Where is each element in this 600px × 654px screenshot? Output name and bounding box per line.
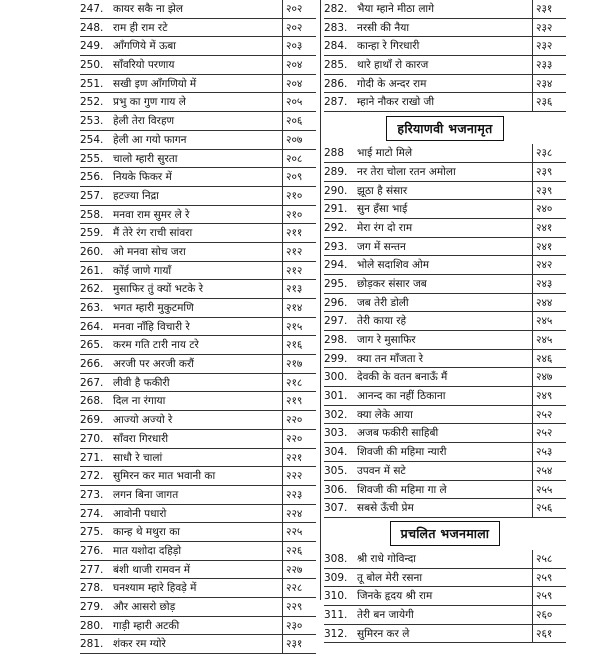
entry-title: क्या लेके आया xyxy=(357,408,413,421)
entry-number: 269. xyxy=(80,414,104,427)
entry-number: 292. xyxy=(324,221,348,234)
entry-number: 303. xyxy=(324,427,348,440)
section-header-prachalit xyxy=(324,518,566,550)
entry-title: चालो म्हारी सुरता xyxy=(113,152,178,165)
entry-title: हेली आ गयो फागन xyxy=(113,133,187,146)
entry-number: 273. xyxy=(80,488,104,501)
index-entry xyxy=(324,182,566,201)
entry-title: सुमिरन कर मात भवानी का xyxy=(113,470,216,483)
right-entries-top xyxy=(324,0,566,112)
entry-page-number: २४४ xyxy=(532,294,566,313)
entry-page-number: २०२ xyxy=(282,19,316,38)
left-column xyxy=(80,0,316,654)
index-entry xyxy=(80,430,316,449)
entry-page-number: २४५ xyxy=(532,312,566,331)
index-entry xyxy=(80,206,316,225)
entry-page-number: २३९ xyxy=(532,182,566,201)
entry-title: सखी इण आँगणियो में xyxy=(113,77,197,90)
entry-number: 250. xyxy=(80,59,104,72)
index-entry xyxy=(324,238,566,257)
index-entry xyxy=(80,617,316,636)
entry-page-number: २२७ xyxy=(282,561,316,580)
entry-number: 295. xyxy=(324,277,348,290)
index-entry xyxy=(324,387,566,406)
entry-number: 290. xyxy=(324,184,348,197)
index-entry xyxy=(80,37,316,56)
entry-page-number: २२६ xyxy=(282,542,316,561)
entry-number: 301. xyxy=(324,390,348,403)
index-entry xyxy=(324,37,566,56)
entry-title: कायर सकै ना झेल xyxy=(113,3,183,15)
entry-title: झूठा है संसार xyxy=(357,184,408,197)
index-entry xyxy=(324,56,566,75)
index-entry xyxy=(80,56,316,75)
entry-number: 268. xyxy=(80,395,104,408)
entry-title: प्रभु का गुण गाय ले xyxy=(113,96,186,109)
entry-number: 253. xyxy=(80,115,104,128)
section-title-haryanvi: हरियाणवी भजनामृत xyxy=(386,116,503,141)
index-entry xyxy=(324,294,566,313)
entry-number: 307. xyxy=(324,502,348,515)
index-entry xyxy=(324,406,566,425)
entry-title: मुसाफिर तुं क्यों भटके रे xyxy=(113,283,204,296)
entry-page-number: २१८ xyxy=(282,374,316,393)
index-entry xyxy=(324,606,566,625)
entry-number: 275. xyxy=(80,526,104,539)
entry-page-number: २५६ xyxy=(532,499,566,518)
entry-page-number: २०३ xyxy=(282,37,316,56)
entry-title: राम ही राम रटे xyxy=(113,21,168,34)
entry-title: मेरा रंग दो राम xyxy=(357,221,413,234)
index-entry xyxy=(80,93,316,112)
entry-number: 294. xyxy=(324,259,348,272)
index-entry xyxy=(80,523,316,542)
entry-page-number: २२१ xyxy=(282,449,316,468)
entry-title: उपवन में सटे xyxy=(357,464,406,477)
entry-page-number: २४६ xyxy=(532,350,566,369)
entry-number: 277. xyxy=(80,563,104,576)
index-entry xyxy=(324,350,566,369)
entry-title: साधौ रे चालां xyxy=(113,451,163,464)
entry-number: 310. xyxy=(324,590,348,603)
entry-page-number: २६१ xyxy=(532,625,566,644)
entry-number: 276. xyxy=(80,544,104,557)
entry-title: हेली तेरा विरहण xyxy=(113,115,175,128)
entry-page-number: २०९ xyxy=(282,168,316,187)
entry-page-number: २५३ xyxy=(532,443,566,462)
index-entry xyxy=(324,569,566,588)
entry-page-number: २३४ xyxy=(532,75,566,94)
entry-page-number: २२० xyxy=(282,411,316,430)
entry-title: मैं तेरे रंग राची सांवरा xyxy=(113,227,193,240)
entry-number: 264. xyxy=(80,320,104,333)
index-entry xyxy=(80,150,316,169)
index-entry xyxy=(80,411,316,430)
entry-title: कोंई जाणे गायाँ xyxy=(113,264,172,277)
index-entry xyxy=(324,443,566,462)
entry-title: साँवरा गिरधारी xyxy=(113,432,169,445)
entry-title: श्री राधे गोविन्दा xyxy=(357,552,417,565)
entry-number: 283. xyxy=(324,21,348,34)
entry-title: शिवजी की महिमा न्यारी xyxy=(357,446,447,459)
entry-page-number: २१२ xyxy=(282,262,316,281)
index-entry xyxy=(80,318,316,337)
entry-number: 305. xyxy=(324,464,348,477)
entry-number: 254. xyxy=(80,133,104,146)
entry-number: 293. xyxy=(324,240,348,253)
entry-page-number: २१२ xyxy=(282,243,316,262)
entry-page-number: २४० xyxy=(532,200,566,219)
entry-number: 270. xyxy=(80,432,104,445)
entry-title: जिनके हृदय श्री राम xyxy=(357,590,433,603)
index-entry xyxy=(324,625,566,644)
entry-number: 279. xyxy=(80,601,104,613)
entry-number: 287. xyxy=(324,96,348,109)
entry-title: सुमिरन कर ले xyxy=(357,627,410,640)
entry-title: साँवरियो परणाय xyxy=(113,59,175,72)
index-entry xyxy=(80,187,316,206)
entry-number: 272. xyxy=(80,470,104,483)
entry-page-number: २६० xyxy=(532,606,566,625)
entry-number: 258. xyxy=(80,208,104,221)
entry-page-number: २१५ xyxy=(282,318,316,337)
index-entry xyxy=(324,550,566,569)
entry-page-number: २५५ xyxy=(532,481,566,500)
entry-page-number: २२० xyxy=(282,430,316,449)
entry-title: जग में सन्तन xyxy=(357,240,406,253)
entry-page-number: २४१ xyxy=(532,219,566,238)
entry-page-number: २३९ xyxy=(532,163,566,182)
entry-title: भोले सदाशिव ओम xyxy=(357,259,430,272)
entry-page-number: २०५ xyxy=(282,93,316,112)
entry-title: भैया म्हाने मीठा लागे xyxy=(357,3,435,15)
entry-number: 311. xyxy=(324,608,348,621)
entry-page-number: २५९ xyxy=(532,587,566,606)
entry-number: 249. xyxy=(80,40,104,53)
entry-title: तू बोल मेरी रसना xyxy=(357,571,423,584)
entry-number: 266. xyxy=(80,358,104,371)
entry-page-number: २१० xyxy=(282,187,316,206)
entry-page-number: २४१ xyxy=(532,238,566,257)
entry-title: छोड़कर संसार जब xyxy=(357,277,427,290)
entry-title: दिल ना रंगाया xyxy=(113,395,166,408)
entry-page-number: २३६ xyxy=(532,93,566,112)
index-entry xyxy=(80,598,316,617)
entry-number: 289. xyxy=(324,165,348,178)
index-entry xyxy=(80,579,316,598)
entry-number: 284. xyxy=(324,40,348,53)
entry-number: 255. xyxy=(80,152,104,165)
index-entry xyxy=(80,336,316,355)
entry-number: 267. xyxy=(80,376,104,389)
entry-title: आज्यो अज्यो रे xyxy=(113,414,173,427)
entry-page-number: २०४ xyxy=(282,75,316,94)
index-entry xyxy=(80,486,316,505)
entry-page-number: २२२ xyxy=(282,467,316,486)
entry-page-number: २४५ xyxy=(532,331,566,350)
entry-page-number: २१७ xyxy=(282,355,316,374)
index-entry xyxy=(80,262,316,281)
entry-title: मात यशोदा दहिड़ो xyxy=(113,544,182,557)
right-entries-mid xyxy=(324,144,566,518)
section-header-haryanvi xyxy=(324,112,566,144)
index-entry xyxy=(80,449,316,468)
entry-number: 308. xyxy=(324,552,348,565)
entry-page-number: २३८ xyxy=(532,144,566,163)
entry-title: लीवी है फकीरी xyxy=(113,376,170,389)
index-entry xyxy=(80,75,316,94)
entry-title: अजब फकीरी साहिबी xyxy=(357,427,439,440)
entry-number: 280. xyxy=(80,619,104,632)
index-entry xyxy=(80,505,316,524)
entry-title: गाड़ी म्हारी अटकी xyxy=(113,619,180,632)
entry-page-number: २४९ xyxy=(532,387,566,406)
entry-number: 263. xyxy=(80,302,104,314)
entry-page-number: २०८ xyxy=(282,150,316,169)
entry-page-number: २३३ xyxy=(532,56,566,75)
index-entry xyxy=(324,163,566,182)
index-entry xyxy=(80,299,316,318)
entry-number: 297. xyxy=(324,315,348,328)
index-entry xyxy=(80,19,316,38)
entry-number: 282. xyxy=(324,3,348,15)
entry-title: शंकर रम ग्योरे xyxy=(113,638,166,651)
entry-title: आँगणिये में ऊबा xyxy=(113,40,176,53)
index-entry xyxy=(80,112,316,131)
entry-page-number: २०७ xyxy=(282,131,316,150)
entry-number: 285. xyxy=(324,59,348,72)
entry-title: गोदी के अन्दर राम xyxy=(357,77,427,90)
index-entry xyxy=(324,587,566,606)
entry-page-number: २२९ xyxy=(282,598,316,617)
entry-number: 252. xyxy=(80,96,104,109)
entry-number: 260. xyxy=(80,245,104,258)
entry-page-number: २५२ xyxy=(532,406,566,425)
entry-page-number: २५२ xyxy=(532,424,566,443)
entry-title: नर तेरा चोला रतन अमोला xyxy=(357,165,456,178)
index-entry xyxy=(324,19,566,38)
entry-title: ओ मनवा सोच जरा xyxy=(113,245,186,258)
entry-number: 265. xyxy=(80,339,104,352)
entry-number: 291. xyxy=(324,203,348,216)
index-entry xyxy=(80,635,316,654)
entry-page-number: २२३ xyxy=(282,486,316,505)
index-entry xyxy=(80,392,316,411)
index-entry xyxy=(324,256,566,275)
entry-title: बंशी थाजी रामवन में xyxy=(113,563,191,576)
index-entry xyxy=(324,424,566,443)
entry-page-number: २२४ xyxy=(282,505,316,524)
index-entry xyxy=(324,481,566,500)
index-entry xyxy=(80,467,316,486)
entry-page-number: २१६ xyxy=(282,336,316,355)
entry-page-number: २३१ xyxy=(532,0,566,19)
index-entry xyxy=(80,280,316,299)
entry-number: 286. xyxy=(324,77,348,90)
index-entry xyxy=(324,312,566,331)
entry-title: कान्ह थे मथुरा का xyxy=(113,526,181,539)
entry-page-number: २१० xyxy=(282,206,316,225)
entry-title: तेरी काया रहे xyxy=(357,315,407,328)
entry-page-number: २०६ xyxy=(282,112,316,131)
entry-number: 271. xyxy=(80,451,104,464)
entry-number: 288 xyxy=(324,147,345,160)
entry-title: जाग रे मुसाफिर xyxy=(357,334,416,346)
entry-page-number: २५८ xyxy=(532,550,566,569)
entry-number: 296. xyxy=(324,296,348,309)
entry-page-number: २४३ xyxy=(532,275,566,294)
entry-number: 306. xyxy=(324,483,348,496)
entry-number: 257. xyxy=(80,189,104,202)
entry-page-number: २०४ xyxy=(282,56,316,75)
entry-number: 298. xyxy=(324,334,348,346)
entry-page-number: २४२ xyxy=(532,256,566,275)
entry-number: 259. xyxy=(80,227,104,240)
entry-page-number: २५४ xyxy=(532,462,566,481)
index-entry xyxy=(80,224,316,243)
entry-title: क्या तन माँजता रे xyxy=(357,352,424,365)
index-entry xyxy=(324,368,566,387)
entry-page-number: २३२ xyxy=(532,19,566,38)
index-entry xyxy=(324,144,566,163)
index-entry xyxy=(80,0,316,19)
entry-title: नियके फिकर में xyxy=(113,171,172,184)
section-title-prachalit: प्रचलित भजनमाला xyxy=(390,521,501,546)
entry-number: 281. xyxy=(80,638,104,651)
index-entry xyxy=(324,499,566,518)
entry-title: भगत म्हारी मुकुटमणि xyxy=(113,302,194,314)
index-entry xyxy=(80,542,316,561)
entry-number: 247. xyxy=(80,3,104,15)
entry-number: 251. xyxy=(80,77,104,90)
index-entry xyxy=(80,561,316,580)
entry-title: मनवा नाँहि विचारी रे xyxy=(113,320,190,333)
entry-title: हटज्या निद्रा xyxy=(113,189,159,202)
entry-title: म्हाने नौकर राखो जी xyxy=(357,96,435,109)
entry-page-number: २१९ xyxy=(282,392,316,411)
entry-title: कान्हा रे गिरधारी xyxy=(357,40,420,53)
entry-page-number: २११ xyxy=(282,224,316,243)
entry-page-number: २१३ xyxy=(282,280,316,299)
column-divider xyxy=(320,0,321,600)
entry-title: मनवा राम सुमर ले रे xyxy=(113,208,190,221)
entry-title: आवोनी पधारो xyxy=(113,507,167,520)
entry-number: 274. xyxy=(80,507,104,520)
entry-page-number: २३२ xyxy=(532,37,566,56)
entry-title: अरजी पर अरजी करौं xyxy=(113,358,195,371)
entry-title: भाई माटो मिले xyxy=(357,147,413,160)
entry-number: 302. xyxy=(324,408,348,421)
entry-title: देवकी के वतन बनाऊँ मैं xyxy=(357,371,448,384)
index-entry xyxy=(324,75,566,94)
index-entry xyxy=(324,275,566,294)
entry-page-number: २२५ xyxy=(282,523,316,542)
entry-title: नरसी की नैया xyxy=(357,21,410,34)
entry-number: 262. xyxy=(80,283,104,296)
entry-number: 256. xyxy=(80,171,104,184)
index-entry xyxy=(324,0,566,19)
index-entry xyxy=(324,200,566,219)
index-entry xyxy=(324,331,566,350)
entry-title: सबसे ऊँची प्रेम xyxy=(357,502,414,515)
entry-title: और आसरो छोड़ xyxy=(113,601,176,613)
entry-title: शिवजी की महिमा गा ले xyxy=(357,483,447,496)
index-entry xyxy=(80,355,316,374)
entry-title: आनन्द का नहीं ठिकाना xyxy=(357,390,446,403)
entry-page-number: २२८ xyxy=(282,579,316,598)
right-column xyxy=(324,0,566,643)
entry-page-number: २५९ xyxy=(532,569,566,588)
entry-number: 299. xyxy=(324,352,348,365)
entry-number: 312. xyxy=(324,627,348,640)
entry-title: करम गति टारी नाय टरे xyxy=(113,339,199,352)
entry-page-number: २३१ xyxy=(282,635,316,654)
index-entry xyxy=(80,374,316,393)
entry-page-number: २३० xyxy=(282,617,316,636)
index-entry xyxy=(324,462,566,481)
entry-number: 309. xyxy=(324,571,348,584)
entry-title: सुन हँसा भाई xyxy=(357,203,408,216)
entry-number: 300. xyxy=(324,371,348,384)
entry-page-number: २०२ xyxy=(282,0,316,19)
entry-number: 248. xyxy=(80,21,104,34)
index-entry xyxy=(324,93,566,112)
entry-title: तेरी बन जायेगी xyxy=(357,608,414,621)
index-entry xyxy=(324,219,566,238)
entry-page-number: २४७ xyxy=(532,368,566,387)
entry-page-number: २१४ xyxy=(282,299,316,318)
index-entry xyxy=(80,243,316,262)
entry-title: जब तेरी डोली xyxy=(357,296,409,309)
index-entry xyxy=(80,131,316,150)
entry-number: 304. xyxy=(324,446,348,459)
entry-title: घनश्याम म्हारे हिवड़े में xyxy=(113,582,197,595)
entry-title: लगन बिना जागत xyxy=(113,488,179,501)
entry-title: थारे हाथाँ रो कारज xyxy=(357,59,429,72)
index-entry xyxy=(80,168,316,187)
entry-number: 261. xyxy=(80,264,104,277)
right-entries-bottom xyxy=(324,550,566,643)
entry-number: 278. xyxy=(80,582,104,595)
